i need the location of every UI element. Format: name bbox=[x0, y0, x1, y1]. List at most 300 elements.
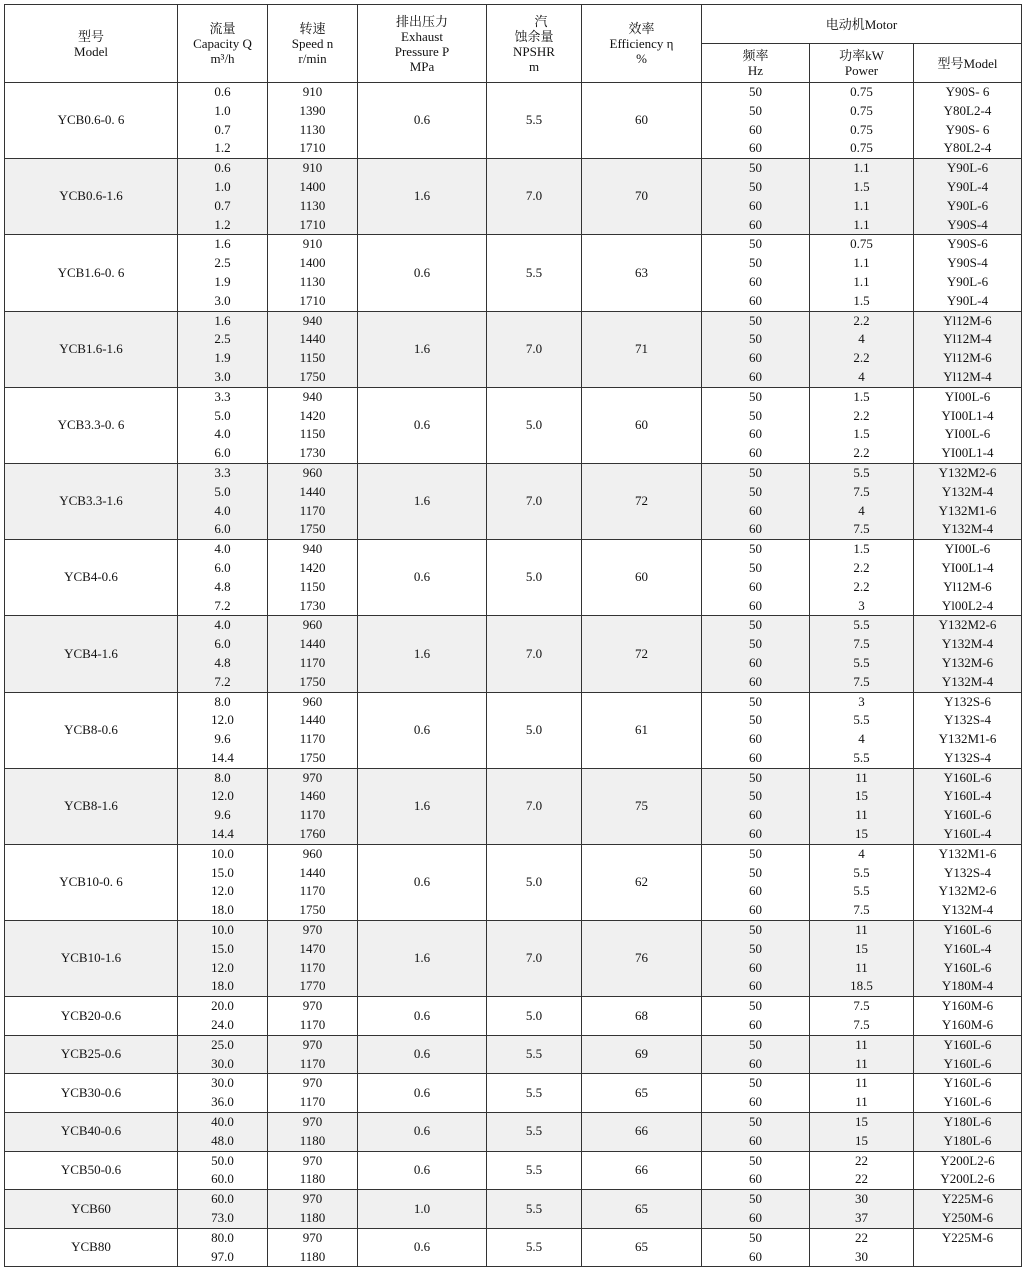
npshr-cell: 7.0 bbox=[487, 463, 582, 539]
pressure-cell: 1.6 bbox=[358, 311, 487, 387]
efficiency-cell: 76 bbox=[582, 921, 702, 997]
efficiency-cell: 72 bbox=[582, 616, 702, 692]
power-value: 5.5 bbox=[853, 864, 870, 880]
speed-value: 940 bbox=[302, 388, 323, 404]
speed-value: 1130 bbox=[299, 273, 326, 289]
capacity-value: 4.0 bbox=[214, 502, 231, 518]
capacity-cell bbox=[178, 1190, 268, 1229]
power-value: 7.5 bbox=[853, 902, 870, 918]
motor-value: Y90S- 6 bbox=[945, 121, 990, 137]
motor-value: Y160L-6 bbox=[943, 1036, 992, 1052]
model-cell: YCB50-0.6 bbox=[5, 1151, 178, 1190]
freq-value: 50 bbox=[749, 1152, 762, 1168]
npshr-cell: 5.0 bbox=[487, 540, 582, 616]
capacity-value: 3.3 bbox=[214, 388, 231, 404]
speed-value: 1150 bbox=[299, 426, 326, 442]
motor-cell bbox=[914, 1113, 1022, 1152]
capacity-value: 20.0 bbox=[211, 998, 234, 1014]
freq-value: 50 bbox=[749, 407, 762, 423]
table-row bbox=[5, 463, 1022, 539]
capacity-value: 30.0 bbox=[211, 1055, 234, 1071]
speed-cell bbox=[268, 1151, 358, 1190]
motor-value: Y132M-4 bbox=[941, 902, 994, 918]
speed-value: 1460 bbox=[299, 788, 326, 804]
efficiency-cell: 66 bbox=[582, 1151, 702, 1190]
motor-value: Y132M2-6 bbox=[938, 464, 997, 480]
npshr-cell: 5.5 bbox=[487, 1151, 582, 1190]
motor-value: Y180M-4 bbox=[941, 978, 994, 994]
speed-value: 970 bbox=[302, 1114, 323, 1130]
power-value: 1.5 bbox=[853, 178, 870, 194]
freq-value: 60 bbox=[749, 731, 762, 747]
speed-value: 970 bbox=[302, 1229, 323, 1245]
capacity-value: 15.0 bbox=[211, 940, 234, 956]
freq-value: 50 bbox=[749, 617, 762, 633]
capacity-value: 60.0 bbox=[211, 1191, 234, 1207]
power-value: 0.75 bbox=[850, 102, 873, 118]
freq-value: 50 bbox=[749, 559, 762, 575]
motor-value: Y90L-4 bbox=[946, 178, 989, 194]
pressure-cell: 1.6 bbox=[358, 616, 487, 692]
motor-value: Y180L-6 bbox=[943, 1132, 992, 1148]
motor-value: Yl12M-6 bbox=[943, 578, 992, 594]
speed-value: 1180 bbox=[299, 1171, 326, 1187]
pressure-cell: 0.6 bbox=[358, 540, 487, 616]
motor-value: YI00L-6 bbox=[944, 541, 991, 557]
freq-value: 60 bbox=[749, 826, 762, 842]
header-efficiency-en: Efficiency η bbox=[609, 36, 674, 51]
speed-cell bbox=[268, 844, 358, 920]
motor-cell bbox=[914, 311, 1022, 387]
capacity-value: 2.5 bbox=[214, 331, 231, 347]
speed-cell bbox=[268, 1035, 358, 1074]
pressure-cell: 1.6 bbox=[358, 768, 487, 844]
freq-value: 50 bbox=[749, 712, 762, 728]
pressure-cell: 0.6 bbox=[358, 1074, 487, 1113]
capacity-value: 14.4 bbox=[211, 826, 234, 842]
motor-value: Yl12M-6 bbox=[943, 350, 992, 366]
header-model-en: Model bbox=[74, 43, 108, 59]
freq-value: 60 bbox=[749, 1055, 762, 1071]
speed-cell bbox=[268, 1113, 358, 1152]
capacity-value: 5.0 bbox=[214, 407, 231, 423]
npshr-cell: 5.5 bbox=[487, 1074, 582, 1113]
motor-value: Y132M-4 bbox=[941, 636, 994, 652]
capacity-value: 18.0 bbox=[211, 978, 234, 994]
motor-value: Yl12M-6 bbox=[943, 312, 992, 328]
motor-cell bbox=[914, 1190, 1022, 1229]
pump-group bbox=[5, 1151, 1022, 1190]
pump-group bbox=[5, 844, 1022, 920]
power-value: 11 bbox=[855, 922, 868, 938]
efficiency-cell: 65 bbox=[582, 1190, 702, 1229]
freq-value: 50 bbox=[749, 1114, 762, 1130]
motor-value: Y90S-4 bbox=[947, 255, 988, 271]
power-cell bbox=[810, 159, 914, 235]
freq-value: 60 bbox=[749, 1017, 762, 1033]
motor-value: Y160L-6 bbox=[943, 1094, 992, 1110]
pump-group bbox=[5, 768, 1022, 844]
freq-value: 60 bbox=[749, 1210, 762, 1226]
freq-cell bbox=[702, 1190, 810, 1229]
power-cell bbox=[810, 540, 914, 616]
model-cell: YCB25-0.6 bbox=[5, 1035, 178, 1074]
speed-value: 1130 bbox=[299, 197, 326, 213]
table-row bbox=[5, 540, 1022, 616]
power-value: 1.1 bbox=[853, 273, 870, 289]
speed-value: 910 bbox=[302, 84, 323, 99]
power-value: 1.5 bbox=[853, 292, 870, 308]
speed-value: 1130 bbox=[299, 121, 326, 137]
motor-value: Y90S- 6 bbox=[945, 84, 990, 99]
pump-spec-table bbox=[4, 4, 1022, 1267]
header-capacity bbox=[178, 5, 268, 83]
freq-cell bbox=[702, 1074, 810, 1113]
motor-value: YI00L1-4 bbox=[941, 559, 994, 575]
speed-value: 1710 bbox=[299, 292, 326, 308]
power-value: 7.5 bbox=[853, 998, 870, 1014]
power-value: 7.5 bbox=[853, 521, 870, 537]
efficiency-cell: 63 bbox=[582, 235, 702, 311]
power-value: 5.5 bbox=[853, 883, 870, 899]
freq-cell bbox=[702, 463, 810, 539]
freq-cell bbox=[702, 616, 810, 692]
freq-value: 50 bbox=[749, 769, 762, 785]
power-value: 2.2 bbox=[853, 559, 870, 575]
speed-value: 1170 bbox=[299, 807, 326, 823]
capacity-value: 60.0 bbox=[211, 1171, 234, 1187]
motor-cell bbox=[914, 387, 1022, 463]
table-row bbox=[5, 616, 1022, 692]
power-cell bbox=[810, 1228, 914, 1267]
power-value: 7.5 bbox=[853, 673, 870, 689]
power-value: 5.5 bbox=[853, 464, 870, 480]
capacity-value: 12.0 bbox=[211, 883, 234, 899]
speed-value: 1440 bbox=[299, 636, 326, 652]
freq-value: 50 bbox=[749, 636, 762, 652]
speed-value: 970 bbox=[302, 1075, 323, 1091]
capacity-value: 7.2 bbox=[214, 597, 231, 613]
speed-value: 1770 bbox=[299, 978, 326, 994]
speed-cell bbox=[268, 768, 358, 844]
speed-value: 1390 bbox=[299, 102, 326, 118]
capacity-value: 80.0 bbox=[211, 1229, 234, 1245]
speed-value: 1760 bbox=[299, 826, 326, 842]
pressure-cell: 0.6 bbox=[358, 1228, 487, 1267]
power-cell bbox=[810, 997, 914, 1036]
header-speed-unit: r/min bbox=[298, 51, 327, 66]
header-speed bbox=[268, 5, 358, 83]
speed-value: 1730 bbox=[299, 445, 326, 461]
capacity-cell bbox=[178, 159, 268, 235]
motor-value: Y132S-4 bbox=[944, 749, 991, 765]
speed-value: 1750 bbox=[299, 521, 326, 537]
power-value: 15 bbox=[855, 1132, 868, 1148]
speed-cell bbox=[268, 1190, 358, 1229]
motor-value: Y132M2-6 bbox=[938, 883, 997, 899]
freq-value: 60 bbox=[749, 197, 762, 213]
efficiency-cell: 72 bbox=[582, 463, 702, 539]
freq-value: 50 bbox=[749, 845, 762, 861]
speed-value: 1150 bbox=[299, 350, 326, 366]
motor-value: Yl12M-4 bbox=[943, 331, 992, 347]
capacity-value: 10.0 bbox=[211, 845, 234, 861]
power-value: 4 bbox=[858, 368, 865, 384]
power-value: 15 bbox=[855, 940, 868, 956]
header-npshr-en: NPSHR bbox=[513, 43, 555, 59]
motor-value: Y225M-6 bbox=[941, 1191, 994, 1207]
motor-value: Y80L2-4 bbox=[943, 102, 992, 118]
speed-cell bbox=[268, 1228, 358, 1267]
power-cell bbox=[810, 387, 914, 463]
capacity-cell bbox=[178, 616, 268, 692]
freq-value: 60 bbox=[749, 521, 762, 537]
header-efficiency-unit: % bbox=[636, 51, 647, 66]
header-efficiency bbox=[582, 5, 702, 83]
pressure-cell: 0.6 bbox=[358, 1035, 487, 1074]
freq-value: 50 bbox=[749, 84, 762, 99]
capacity-cell bbox=[178, 692, 268, 768]
motor-value: Y160L-6 bbox=[943, 959, 992, 975]
table-row bbox=[5, 159, 1022, 235]
capacity-value: 1.9 bbox=[214, 350, 231, 366]
capacity-value: 25.0 bbox=[211, 1036, 234, 1052]
speed-value: 1750 bbox=[299, 673, 326, 689]
power-value: 2.2 bbox=[853, 578, 870, 594]
motor-value: Y160L-6 bbox=[943, 1075, 992, 1091]
power-value: 15 bbox=[855, 788, 868, 804]
power-cell bbox=[810, 1035, 914, 1074]
freq-cell bbox=[702, 997, 810, 1036]
motor-cell bbox=[914, 921, 1022, 997]
header-npshr-cn1: 汽 bbox=[534, 13, 548, 29]
capacity-value: 4.0 bbox=[214, 617, 231, 633]
npshr-cell: 5.5 bbox=[487, 1035, 582, 1074]
header-speed-cn: 转速 bbox=[299, 21, 326, 36]
speed-value: 1180 bbox=[299, 1248, 326, 1264]
model-cell: YCB3.3-1.6 bbox=[5, 463, 178, 539]
capacity-value: 8.0 bbox=[214, 769, 231, 785]
power-value: 0.75 bbox=[850, 140, 873, 156]
power-cell bbox=[810, 616, 914, 692]
pressure-cell: 0.6 bbox=[358, 83, 487, 159]
capacity-value: 15.0 bbox=[211, 864, 234, 880]
power-value: 22 bbox=[855, 1229, 868, 1245]
motor-value: Y90L-6 bbox=[946, 273, 989, 289]
header-npshr bbox=[487, 5, 582, 83]
motor-value: Y132M-4 bbox=[941, 673, 994, 689]
npshr-cell: 7.0 bbox=[487, 616, 582, 692]
speed-cell bbox=[268, 387, 358, 463]
capacity-value: 24.0 bbox=[211, 1017, 234, 1033]
speed-value: 1170 bbox=[299, 731, 326, 747]
freq-value: 60 bbox=[749, 1248, 762, 1264]
motor-cell bbox=[914, 692, 1022, 768]
table-row bbox=[5, 1035, 1022, 1074]
freq-value: 50 bbox=[749, 160, 762, 176]
pressure-cell: 1.6 bbox=[358, 159, 487, 235]
capacity-value: 4.0 bbox=[214, 541, 231, 557]
power-value: 1.5 bbox=[853, 388, 870, 404]
pump-group bbox=[5, 997, 1022, 1036]
table-row bbox=[5, 1190, 1022, 1229]
motor-value: Y90S-4 bbox=[947, 216, 988, 232]
freq-cell bbox=[702, 159, 810, 235]
motor-value: Y90L-6 bbox=[946, 197, 989, 213]
capacity-value: 4.8 bbox=[214, 654, 231, 670]
freq-value: 50 bbox=[749, 1229, 762, 1245]
capacity-cell bbox=[178, 844, 268, 920]
speed-value: 1400 bbox=[299, 178, 326, 194]
speed-value: 1180 bbox=[299, 1132, 326, 1148]
speed-value: 960 bbox=[302, 617, 323, 633]
speed-value: 940 bbox=[302, 312, 323, 328]
freq-value: 60 bbox=[749, 502, 762, 518]
capacity-value: 36.0 bbox=[211, 1094, 234, 1110]
freq-cell bbox=[702, 1035, 810, 1074]
speed-cell bbox=[268, 311, 358, 387]
capacity-value: 1.2 bbox=[214, 216, 231, 232]
capacity-value: 4.0 bbox=[214, 426, 231, 442]
model-cell: YCB30-0.6 bbox=[5, 1074, 178, 1113]
speed-cell bbox=[268, 1074, 358, 1113]
freq-value: 60 bbox=[749, 426, 762, 442]
freq-value: 60 bbox=[749, 121, 762, 137]
header-capacity-cn: 流量 bbox=[209, 21, 236, 36]
npshr-cell: 5.0 bbox=[487, 844, 582, 920]
freq-value: 50 bbox=[749, 483, 762, 499]
pump-group bbox=[5, 387, 1022, 463]
speed-value: 1750 bbox=[299, 749, 326, 765]
npshr-cell: 7.0 bbox=[487, 768, 582, 844]
freq-value: 60 bbox=[749, 445, 762, 461]
motor-value: Y160L-6 bbox=[943, 922, 992, 938]
header-capacity-en: Capacity Q bbox=[193, 36, 252, 51]
capacity-cell bbox=[178, 463, 268, 539]
capacity-value: 1.2 bbox=[214, 140, 231, 156]
freq-value: 60 bbox=[749, 578, 762, 594]
freq-value: 60 bbox=[749, 749, 762, 765]
header-speed-en: Speed n bbox=[291, 36, 334, 51]
power-value: 4 bbox=[858, 731, 865, 747]
npshr-cell: 7.0 bbox=[487, 921, 582, 997]
header-power-en: Power bbox=[844, 63, 879, 78]
table-row bbox=[5, 844, 1022, 920]
freq-value: 60 bbox=[749, 292, 762, 308]
efficiency-cell: 68 bbox=[582, 997, 702, 1036]
power-value: 30 bbox=[855, 1191, 868, 1207]
model-cell: YCB80 bbox=[5, 1228, 178, 1267]
model-cell: YCB3.3-0. 6 bbox=[5, 387, 178, 463]
motor-value: Y90S-6 bbox=[947, 236, 988, 252]
pump-group bbox=[5, 1113, 1022, 1152]
motor-cell bbox=[914, 159, 1022, 235]
model-cell: YCB8-0.6 bbox=[5, 692, 178, 768]
freq-cell bbox=[702, 1151, 810, 1190]
pressure-cell: 0.6 bbox=[358, 844, 487, 920]
power-cell bbox=[810, 1151, 914, 1190]
motor-value: YI00L1-4 bbox=[941, 445, 994, 461]
npshr-cell: 5.0 bbox=[487, 692, 582, 768]
freq-value: 60 bbox=[749, 807, 762, 823]
freq-value: 50 bbox=[749, 1191, 762, 1207]
table-row bbox=[5, 1113, 1022, 1152]
speed-value: 1420 bbox=[299, 559, 326, 575]
motor-cell bbox=[914, 1228, 1022, 1267]
freq-value: 60 bbox=[749, 902, 762, 918]
pressure-cell: 1.0 bbox=[358, 1190, 487, 1229]
motor-value: Y132M1-6 bbox=[938, 845, 997, 861]
freq-cell bbox=[702, 692, 810, 768]
table-row bbox=[5, 1151, 1022, 1190]
efficiency-cell: 71 bbox=[582, 311, 702, 387]
power-value: 18.5 bbox=[850, 978, 873, 994]
speed-value: 1440 bbox=[299, 483, 326, 499]
freq-value: 60 bbox=[749, 883, 762, 899]
motor-cell bbox=[914, 1035, 1022, 1074]
capacity-value: 73.0 bbox=[211, 1210, 234, 1226]
pump-group bbox=[5, 463, 1022, 539]
capacity-value: 6.0 bbox=[214, 559, 231, 575]
motor-value: Y160L-6 bbox=[943, 769, 992, 785]
table-row bbox=[5, 1228, 1022, 1267]
motor-cell bbox=[914, 1151, 1022, 1190]
speed-value: 940 bbox=[302, 541, 323, 557]
speed-value: 1470 bbox=[299, 940, 326, 956]
power-value: 1.1 bbox=[853, 255, 870, 271]
capacity-cell bbox=[178, 387, 268, 463]
efficiency-cell: 66 bbox=[582, 1113, 702, 1152]
freq-cell bbox=[702, 1113, 810, 1152]
capacity-value: 1.6 bbox=[214, 312, 231, 328]
pump-group bbox=[5, 235, 1022, 311]
motor-value: Y132M1-6 bbox=[938, 502, 997, 518]
power-value: 2.2 bbox=[853, 445, 870, 461]
capacity-value: 3.0 bbox=[214, 292, 231, 308]
motor-value: Y80L2-4 bbox=[943, 140, 992, 156]
capacity-value: 2.5 bbox=[214, 255, 231, 271]
power-value: 1.5 bbox=[853, 426, 870, 442]
capacity-cell bbox=[178, 83, 268, 159]
freq-cell bbox=[702, 311, 810, 387]
capacity-value: 6.0 bbox=[214, 521, 231, 537]
motor-value: Yl12M-4 bbox=[943, 368, 992, 384]
power-value: 2.2 bbox=[853, 350, 870, 366]
speed-value: 1400 bbox=[299, 255, 326, 271]
capacity-cell bbox=[178, 768, 268, 844]
motor-value: YI00L1-4 bbox=[941, 407, 994, 423]
motor-value: Y132M2-6 bbox=[938, 617, 997, 633]
pressure-cell: 0.6 bbox=[358, 997, 487, 1036]
motor-value: Y132S-6 bbox=[944, 693, 991, 709]
speed-cell bbox=[268, 540, 358, 616]
motor-value: YI00L-6 bbox=[944, 426, 991, 442]
table-row bbox=[5, 768, 1022, 844]
capacity-value: 6.0 bbox=[214, 636, 231, 652]
freq-value: 50 bbox=[749, 178, 762, 194]
power-value: 11 bbox=[855, 959, 868, 975]
model-cell: YCB4-1.6 bbox=[5, 616, 178, 692]
speed-value: 960 bbox=[302, 464, 323, 480]
efficiency-cell: 60 bbox=[582, 83, 702, 159]
power-value: 1.1 bbox=[853, 197, 870, 213]
freq-cell bbox=[702, 235, 810, 311]
capacity-value: 6.0 bbox=[214, 445, 231, 461]
header-freq-unit: Hz bbox=[747, 63, 764, 78]
freq-value: 50 bbox=[749, 236, 762, 252]
freq-cell bbox=[702, 768, 810, 844]
efficiency-cell: 70 bbox=[582, 159, 702, 235]
